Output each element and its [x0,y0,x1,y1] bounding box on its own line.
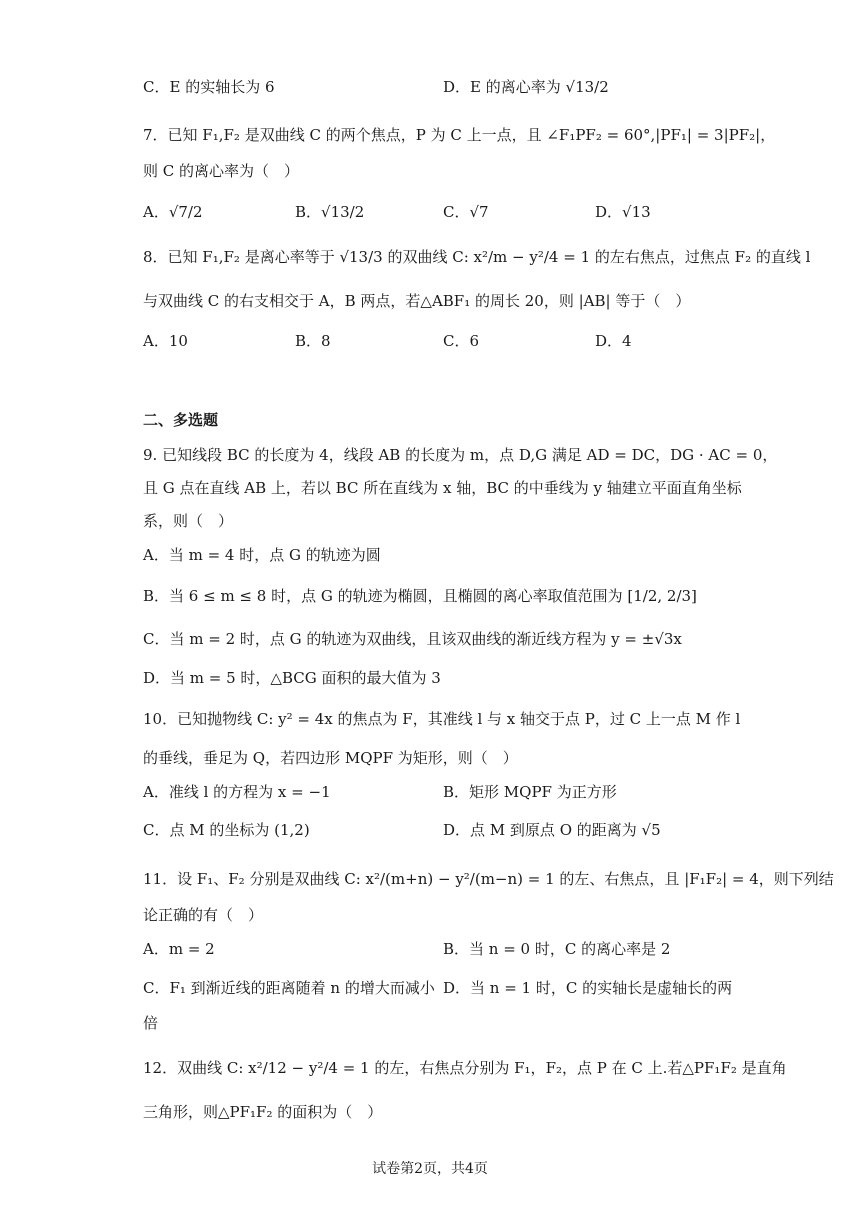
q11-stem-line1: 11．设 F₁、F₂ 分别是双曲线 C: x²/(m+n) − y²/(m−n) = 1 的左、右焦点，且 |F₁F₂| = 4，则下列结 [143,870,834,888]
q11-option-c: C．F₁ 到渐近线的距离随着 n 的增大而减小 [143,979,435,997]
q10-option-d: D．点 M 到原点 O 的距离为 √5 [443,821,661,839]
q9-option-a: A．当 m = 4 时，点 G 的轨迹为圆 [143,546,381,564]
q9-stem-line1: 9. 已知线段 BC 的长度为 4，线段 AB 的长度为 m，点 D,G 满足 AD = DC，DG · AC = 0， [143,446,778,464]
q9-stem-line2: 且 G 点在直线 AB 上，若以 BC 所在直线为 x 轴，BC 的中垂线为 y 轴建立平面直角坐标 [143,479,742,497]
q7-stem-line2: 则 C 的离心率为（ ） [143,162,300,180]
q9-stem-line3: 系，则（ ） [143,512,234,530]
q9-option-d: D．当 m = 5 时，△BCG 面积的最大值为 3 [143,669,441,687]
section-heading: 二、多选题 [143,411,219,429]
q10-option-c: C．点 M 的坐标为 (1,2) [143,821,310,839]
q7-stem-line1: 7．已知 F₁,F₂ 是双曲线 C 的两个焦点，P 为 C 上一点，且 ∠F₁PF₂ = 60°,|PF₁| = 3|PF₂|， [143,126,776,144]
q8-option-a: A．10 [143,332,188,350]
q11-option-d-cont: 倍 [143,1014,159,1032]
q11-option-b: B．当 n = 0 时，C 的离心率是 2 [443,940,671,958]
q6-option-d: D．E 的离心率为 √13/2 [443,78,609,96]
q12-stem-line1: 12．双曲线 C: x²/12 − y²/4 = 1 的左，右焦点分别为 F₁，F₂，点 P 在 C 上.若△PF₁F₂ 是直角 [143,1059,787,1077]
q11-option-d: D．当 n = 1 时，C 的实轴长是虚轴长的两 [443,979,733,997]
page-footer: 试卷第2页，共4页 [372,1161,488,1177]
q7-option-b: B．√13/2 [295,203,365,221]
q12-stem-line2: 三角形，则△PF₁F₂ 的面积为（ ） [143,1103,383,1121]
q7-option-c: C．√7 [443,203,489,221]
q11-stem-line2: 论正确的有（ ） [143,906,264,924]
q8-stem-line1: 8．已知 F₁,F₂ 是离心率等于 √13/3 的双曲线 C: x²/m − y²/4 = 1 的左右焦点，过焦点 F₂ 的直线 l [143,248,811,266]
q9-option-b: B．当 6 ≤ m ≤ 8 时，点 G 的轨迹为椭圆，且椭圆的离心率取值范围为 [1/2, 2/3] [143,587,697,605]
q10-option-b: B．矩形 MQPF 为正方形 [443,783,617,801]
q8-option-d: D．4 [595,332,632,350]
q8-option-c: C．6 [443,332,480,350]
q10-option-a: A．准线 l 的方程为 x = −1 [143,783,331,801]
q7-option-d: D．√13 [595,203,651,221]
q8-stem-line2: 与双曲线 C 的右支相交于 A，B 两点，若△ABF₁ 的周长 20，则 |AB| 等于（ ） [143,292,691,310]
q8-option-b: B．8 [295,332,331,350]
q10-stem-line2: 的垂线，垂足为 Q，若四边形 MQPF 为矩形，则（ ） [143,749,518,767]
q7-option-a: A．√7/2 [143,203,203,221]
q11-option-a: A．m = 2 [143,940,215,958]
q9-option-c: C．当 m = 2 时，点 G 的轨迹为双曲线，且该双曲线的渐近线方程为 y = ±√3x [143,630,682,648]
q10-stem-line1: 10．已知抛物线 C: y² = 4x 的焦点为 F，其准线 l 与 x 轴交于点 P，过 C 上一点 M 作 l [143,710,741,728]
q6-option-c: C．E 的实轴长为 6 [143,78,275,96]
